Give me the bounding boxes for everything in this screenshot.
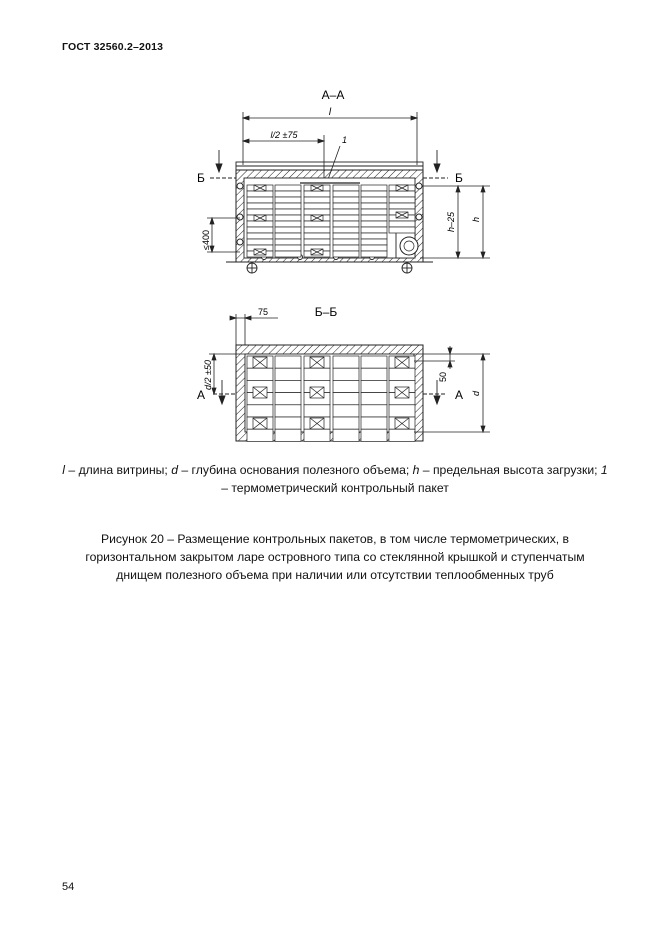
document-code: ГОСТ 32560.2–2013 [62,41,164,53]
dimension-400 [207,218,240,252]
legend-1-symbol: 1 [600,463,608,477]
dim-h25-label: h–25 [446,211,456,232]
package-stack [304,185,330,257]
package-column [361,356,387,441]
dim-50-label: 50 [438,371,448,382]
dim-75-label: 75 [258,307,269,317]
cut-a-right-label: А [455,388,464,402]
section-aa-title: А–А [321,88,345,102]
figure-legend [62,461,608,497]
package-column [247,356,273,441]
dim-h-label: h [471,216,481,222]
package-stack [333,185,359,257]
package-column [304,356,330,441]
cut-a-left-label: А [197,388,206,402]
cut-b-right-label: Б [455,171,463,185]
cut-b-left-label: Б [197,171,205,185]
dim-400-label: ≤400 [201,230,211,250]
dimension-d [414,346,490,432]
leader-label-1: 1 [342,135,348,145]
section-bb-title: Б–Б [314,305,338,319]
package-column [389,356,415,441]
legend-d-symbol: d [171,463,178,477]
glass-lid [236,162,423,170]
dimension-l [243,112,417,165]
package-stack [361,185,387,257]
package-column [275,356,301,441]
dimension-75 [230,314,278,345]
figure-title: Рисунок 20 – Размещение контрольных пакетов, в том числе термометрических, в горизонтальном закрытом ларе островного типа со стеклянной крышкой и ступенчатым днищем полезного объема при наличии или отсутствии теплообменных труб [85,532,585,582]
package-stack [275,185,301,257]
legend-1-text: – термометрический контрольный пакет [221,481,449,495]
legend-l-text: – длина витрины; [65,463,172,477]
base-wheels [226,262,433,273]
package-stack [247,185,273,257]
legend-l-symbol: l [62,463,66,477]
package-stack [389,185,415,233]
dim-d-label: d [471,390,481,396]
legend-d-text: – глубина основания полезного объема; [178,463,413,477]
page-number: 54 [62,881,75,893]
legend-h-symbol: h [412,463,420,477]
package-column [333,356,359,441]
dim-half-l-label: l/2 ±75 [270,130,298,140]
dim-l-label: l [328,107,332,118]
technical-drawing [0,0,661,460]
legend-h-text: – предельная высота загрузки; [419,463,601,477]
dim-half-d-label: d/2 ±50 [203,360,213,390]
